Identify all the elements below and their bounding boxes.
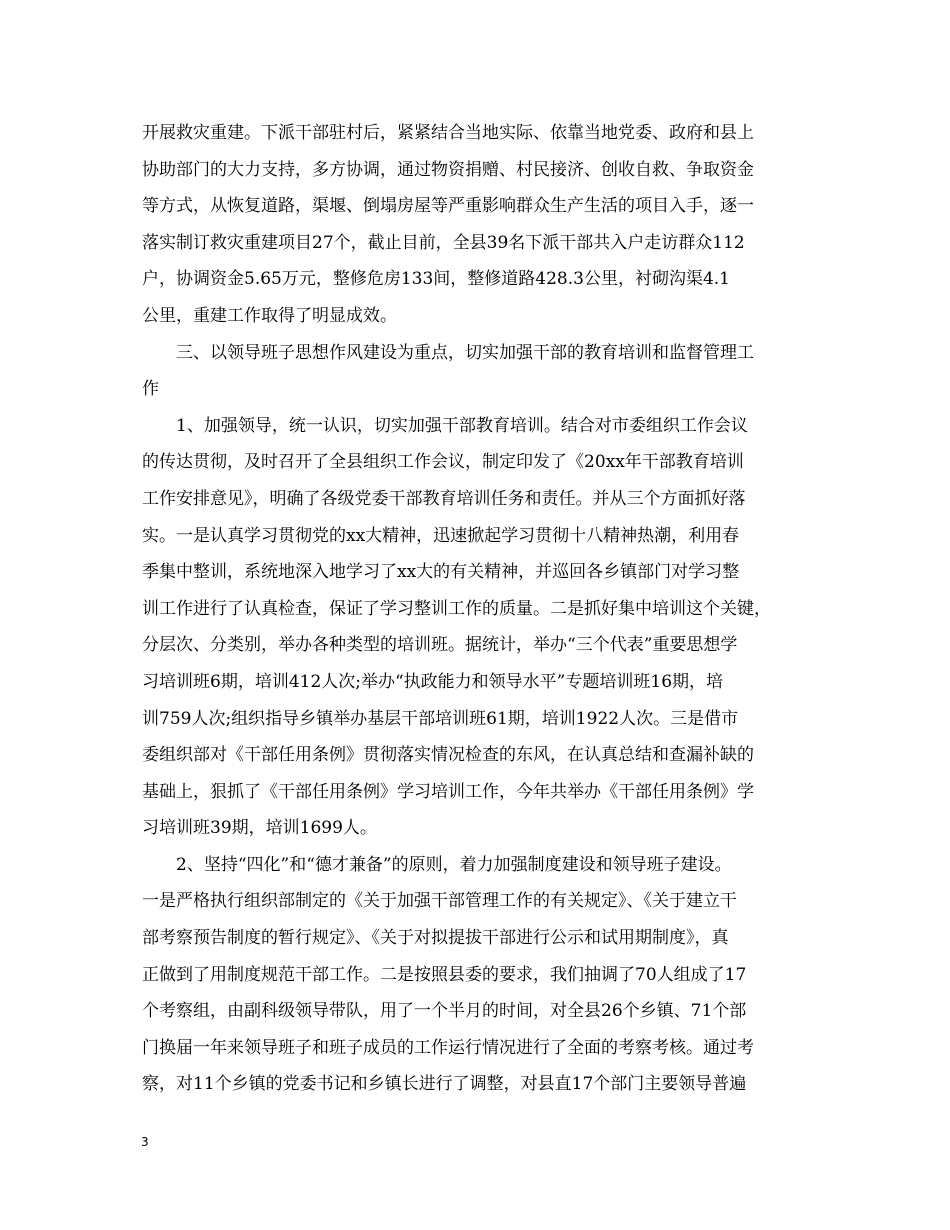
text-line: 协助部门的大力支持，多方协调，通过物资捐赠、村民接济、创收自救、争取资金	[142, 159, 754, 180]
text-line: 开展救灾重建。下派干部驻村后，紧紧结合当地实际、依靠当地党委、政府和县上	[142, 123, 754, 143]
text-line: 的传达贯彻，及时召开了全县组织工作会议，制定印发了《20xx年干部教育培训	[142, 452, 744, 473]
text-line: 习培训班6期，培训412人次;举办“执政能力和领导水平”专题培训班16期，培	[142, 671, 724, 692]
text-line: 一是严格执行组织部制定的《关于加强干部管理工作的有关规定》、《关于建立干	[142, 891, 737, 912]
document-body	[142, 115, 822, 1103]
text-line: 分层次、分类别，举办各种类型的培训班。据统计，举办“三个代表”重要思想学	[142, 635, 738, 656]
text-line: 基础上，狠抓了《干部任用条例》学习培训工作，今年共举办《干部任用条例》学	[142, 781, 754, 802]
text-line: 户，协调资金5.65万元，整修危房133间，整修道路428.3公里，衬砌沟渠4.1	[142, 269, 731, 290]
text-line: 委组织部对《干部任用条例》贯彻落实情况检查的东风，在认真总结和查漏补缺的	[142, 745, 754, 766]
section-heading-line: 三、以领导班子思想作风建设为重点，切实加强干部的教育培训和监督管理工	[142, 342, 754, 363]
text-line: 公里，重建工作取得了明显成效。	[142, 305, 397, 326]
text-line: 训工作进行了认真检查，保证了学习整训工作的质量。二是抓好集中培训这个关键，	[142, 598, 771, 619]
text-line: 门换届一年来领导班子和班子成员的工作运行情况进行了全面的考察考核。通过考	[142, 1037, 754, 1058]
text-line: 察，对11个乡镇的党委书记和乡镇长进行了调整，对县直17个部门主要领导普遍	[142, 1074, 747, 1095]
section-heading-line: 作	[142, 379, 159, 400]
text-line: 部考察预告制度的暂行规定》、《关于对拟提拔干部进行公示和试用期制度》，真	[142, 928, 729, 949]
text-line: 2、坚持“四化”和“德才兼备”的原则，着力加强制度建设和领导班子建设。	[142, 854, 732, 875]
text-line: 训759人次;组织指导乡镇举办基层干部培训班61期，培训1922人次。三是借市	[142, 708, 739, 729]
text-line: 工作安排意见》，明确了各级党委干部教育培训任务和责任。并从三个方面抓好落	[142, 488, 746, 509]
text-line: 习培训班39期，培训1699人。	[142, 818, 377, 839]
text-line: 季集中整训，系统地深入地学习了xx大的有关精神，并巡回各乡镇部门对学习整	[142, 562, 740, 583]
text-line: 落实制订救灾重建项目27个，截止目前，全县39名下派干部共入户走访群众112	[142, 232, 745, 253]
text-line: 1、加强领导，统一认识，切实加强干部教育培训。结合对市委组织工作会议	[142, 415, 748, 436]
text-line: 等方式，从恢复道路，渠堰、倒塌房屋等严重影响群众生产生活的项目入手，逐一	[142, 196, 754, 217]
text-line: 实。一是认真学习贯彻党的xx大精神，迅速掀起学习贯彻十八精神热潮，利用春	[142, 525, 740, 546]
text-line: 正做到了用制度规范干部工作。二是按照县委的要求，我们抽调了70人组成了17	[142, 964, 747, 985]
page-number: 3	[141, 1135, 149, 1149]
text-line: 个考察组，由副科级领导带队，用了一个半月的时间，对全县26个乡镇、71个部	[142, 1001, 747, 1022]
